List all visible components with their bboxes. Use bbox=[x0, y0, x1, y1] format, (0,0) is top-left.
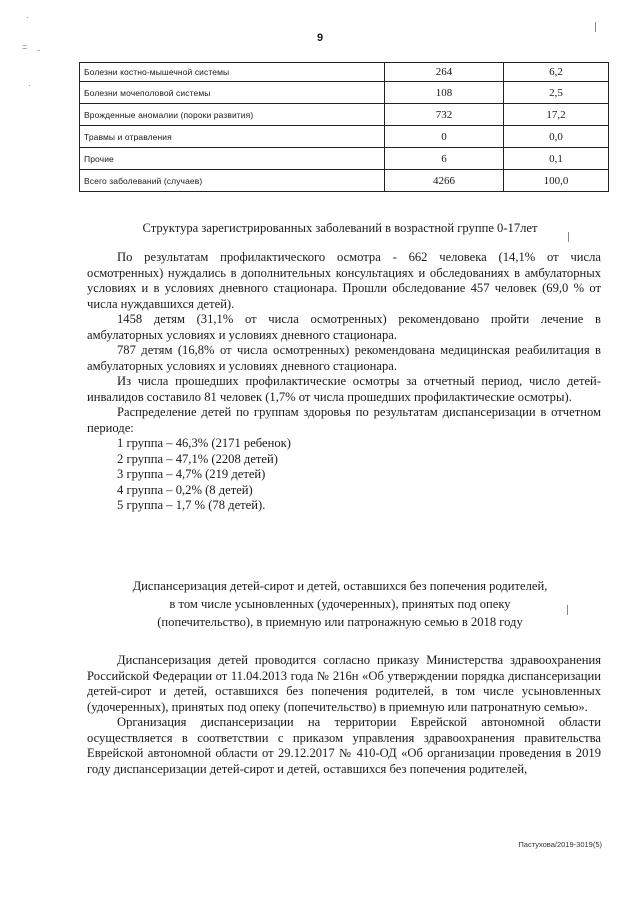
section-heading-line: в том числе усыновленных (удочеренных), принятых под опеку bbox=[169, 597, 511, 611]
table-cell-name: Болезни костно-мышечной системы bbox=[80, 63, 385, 82]
table-cell-percent: 100,0 bbox=[504, 170, 609, 192]
paragraph: Распределение детей по группам здоровья по результатам диспансеризации в отчетном периоде: bbox=[87, 405, 601, 435]
table-cell-count: 4266 bbox=[385, 170, 504, 192]
table-cell-percent: 0,0 bbox=[504, 126, 609, 148]
disease-stats-table bbox=[79, 62, 609, 192]
health-group-item: 1 группа – 46,3% (2171 ребенок) bbox=[117, 436, 291, 450]
health-group-item: 5 группа – 1,7 % (78 детей). bbox=[117, 498, 266, 512]
paragraph: По результатам профилактического осмотра - 662 человека (14,1% от числа осмотренных) нуждались в дополнительных консультациях и обследованиях в амбулаторных условиях и в условиях дневного стационара. Прошли обследование 457 человек (69,0 % от числа нуждавшихся детей). bbox=[87, 250, 601, 311]
table-row bbox=[80, 63, 609, 82]
table-cell-count: 732 bbox=[385, 104, 504, 126]
margin-mark: - bbox=[37, 45, 40, 55]
table-row bbox=[80, 148, 609, 170]
table-cell-percent: 0,1 bbox=[504, 148, 609, 170]
health-group-item: 2 группа – 47,1% (2208 детей) bbox=[117, 451, 278, 466]
table-row bbox=[80, 126, 609, 148]
section-heading bbox=[60, 577, 620, 631]
paragraph: 787 детям (16,8% от числа осмотренных) рекомендована медицинская реабилитация в амбулаторных условиях и условиях дневного стационара. bbox=[87, 343, 601, 373]
section-orphan-dispensary bbox=[87, 653, 601, 777]
page-number: 9 bbox=[316, 32, 324, 44]
table-caption: Структура зарегистрированных заболеваний в возрастной группе 0-17лет bbox=[142, 221, 538, 235]
table-cell-count: 108 bbox=[385, 82, 504, 104]
section-heading-line: Диспансеризация детей-сирот и детей, оставшихся без попечения родителей, bbox=[132, 579, 548, 593]
section-heading-line: (попечительство), в приемную или патронажную семью в 2018 году bbox=[157, 615, 523, 629]
table-cell-percent: 17,2 bbox=[504, 104, 609, 126]
table-cell-name: Прочие bbox=[80, 148, 385, 170]
table-row-total bbox=[80, 170, 609, 192]
paragraph: Организация диспансеризации на территории Еврейской автономной области осуществляется в соответствии с приказом управления здравоохранения правительства Еврейской автономной области от 29.12.2017 № 410-ОД «Об организации проведения в 2019 году диспансеризации детей-сирот и детей, оставшихся без попечения родителей, bbox=[87, 715, 601, 776]
table-cell-name: Всего заболеваний (случаев) bbox=[80, 170, 385, 192]
health-group-item: 3 группа – 4,7% (219 детей) bbox=[117, 467, 266, 481]
table-cell-count: 0 bbox=[385, 126, 504, 148]
table-cell-percent: 6,2 bbox=[504, 63, 609, 82]
margin-mark: = bbox=[22, 42, 28, 52]
table-row bbox=[80, 104, 609, 126]
paragraph: Из числа прошедших профилактические осмотры за отчетный период, число детей-инвалидов составило 81 человек (1,7% от числа прошедших профилактические осмотры). bbox=[87, 374, 601, 404]
section-health-results bbox=[87, 250, 601, 514]
scan-artifact bbox=[595, 22, 596, 32]
table-row bbox=[80, 82, 609, 104]
paragraph: 1458 детям (31,1% от числа осмотренных) рекомендовано пройти лечение в амбулаторных условиях и условиях дневного стационара. bbox=[87, 312, 601, 342]
margin-mark: . bbox=[28, 78, 31, 88]
table-cell-count: 6 bbox=[385, 148, 504, 170]
footer-document-code: Пастухова/2019-3019(5) bbox=[518, 840, 602, 849]
table-cell-name: Болезни мочеполовой системы bbox=[80, 82, 385, 104]
table-cell-count: 264 bbox=[385, 63, 504, 82]
table-cell-name: Врожденные аномалии (пороки развития) bbox=[80, 104, 385, 126]
table-cell-percent: 2,5 bbox=[504, 82, 609, 104]
table-cell-name: Травмы и отравления bbox=[80, 126, 385, 148]
paragraph: Диспансеризация детей проводится согласно приказу Министерства здравоохранения Российской Федерации от 11.04.2013 года № 216н «Об утверждении порядка диспансеризации детей-сирот и детей, оставшихся без попечения родителей, в том числе усыновленных (удочеренных), принятых под опеку (попечительство) в приемную или патронатную семью». bbox=[87, 653, 601, 714]
health-group-item: 4 группа – 0,2% (8 детей) bbox=[117, 482, 253, 497]
margin-mark: . bbox=[26, 10, 29, 20]
